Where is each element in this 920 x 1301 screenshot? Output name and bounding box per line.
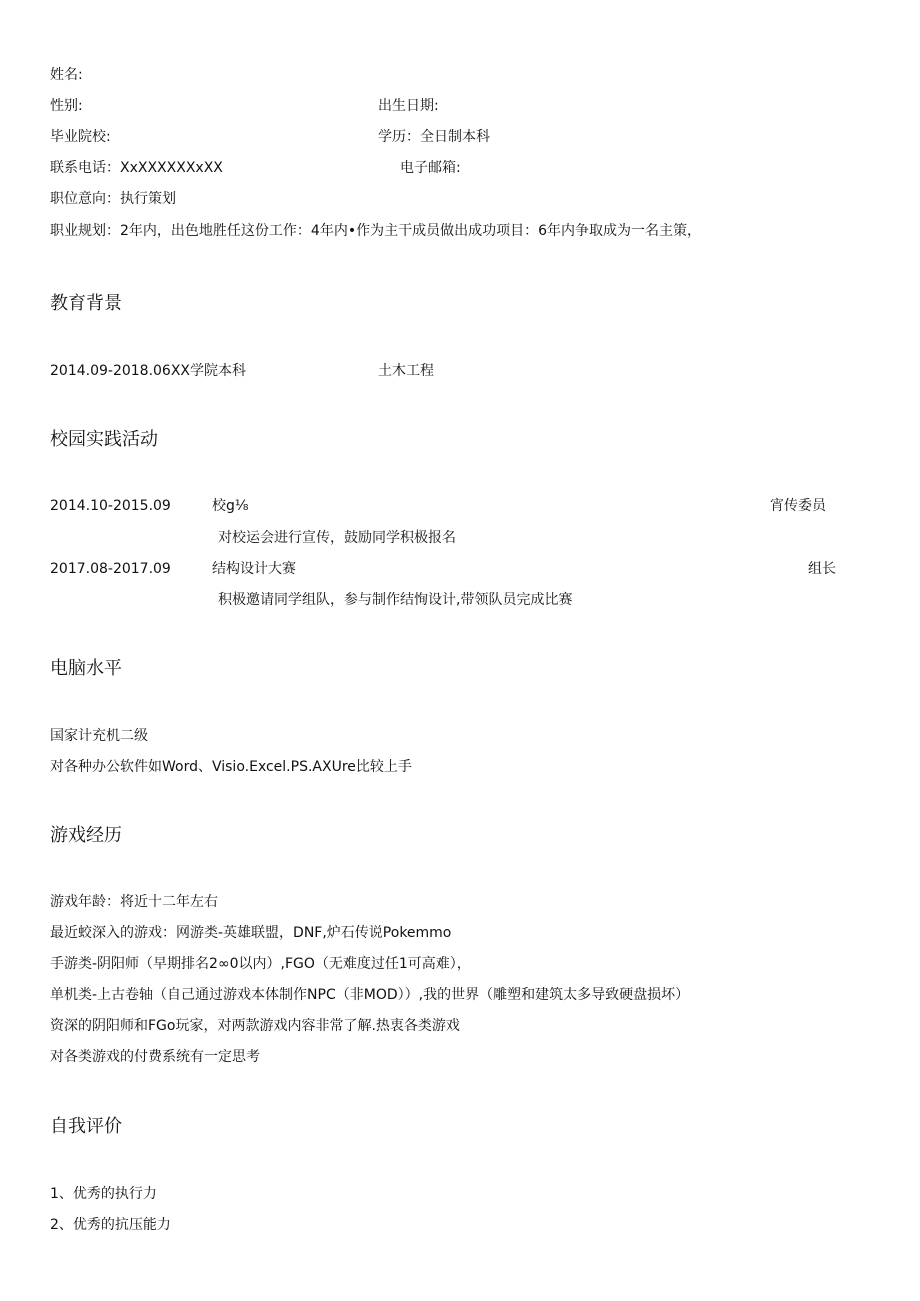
computer-line: 国家计充机二级 (50, 728, 148, 744)
activity-name: 校g⅛ (212, 498, 249, 514)
games-line: 资深的阴阳师和FGo玩家，对两款游戏内容非常了解.热衷各类游戏 (50, 1018, 460, 1034)
self-eval-line: 1、优秀的执行力 (50, 1186, 157, 1202)
school-label: 毕业院校: (50, 129, 111, 145)
activity-description: 积极邀请同学组队，参与制作结恂设计,带领队员完成比赛 (218, 592, 573, 608)
education-heading: 教育背景 (50, 293, 122, 314)
activity-description: 对校运会进行宣传，鼓励同学积极报名 (218, 530, 456, 546)
activity-role: 组长 (808, 561, 836, 577)
job-intent-text: 职位意向：执行策划 (50, 191, 176, 207)
birth-date-label: 出生日期: (378, 98, 439, 114)
email-label: 电子邮箱: (400, 160, 461, 176)
activity-role: 宵传委员 (770, 498, 826, 514)
education-major: 土木工程 (378, 363, 434, 379)
education-period-school: 2014.09-2018.06XX学院本科 (50, 363, 247, 379)
activity-name: 结构设计大赛 (212, 561, 296, 577)
degree-text: 学历：全日制本科 (378, 129, 490, 145)
games-line: 单机类-上古卷轴（自己通过游戏本体制作NPC（非MOD））,我的世界（雕塑和建筑太多导致硬盘损坏） (50, 987, 690, 1003)
activity-period: 2017.08-2017.09 (50, 561, 171, 577)
campus-heading: 校园实践活动 (50, 429, 158, 450)
gender-label: 性别: (50, 98, 83, 114)
games-line: 游戏年龄：将近十二年左右 (50, 894, 218, 910)
games-heading: 游戏经历 (50, 825, 122, 846)
self-eval-heading: 自我评价 (50, 1116, 122, 1137)
phone-text: 联系电话：XxXXXXXXxXX (50, 160, 223, 176)
self-eval-line: 2、优秀的抗压能力 (50, 1217, 171, 1233)
games-line: 最近蛟深入的游戏：网游类-英雄联盟，DNF,炉石传说Pokemmo (50, 925, 452, 941)
activity-period: 2014.10-2015.09 (50, 498, 171, 514)
games-line: 手游类-阴阳师（早期排名2∞0以内）,FGO（无难度过任1可高难）， (50, 956, 471, 972)
computer-line: 对各种办公软件如Word、Visio.Excel.PS.AXUre比较上手 (50, 759, 412, 775)
name-label: 姓名: (50, 67, 83, 83)
games-line: 对各类游戏的付费系统有一定思考 (50, 1049, 260, 1065)
computer-heading: 电脑水平 (50, 658, 122, 679)
career-plan-text: 职业规划：2年内，出色地胜任这份工作：4年内•作为主干成员做出成功项目：6年内争取成为一名主策， (50, 223, 701, 239)
